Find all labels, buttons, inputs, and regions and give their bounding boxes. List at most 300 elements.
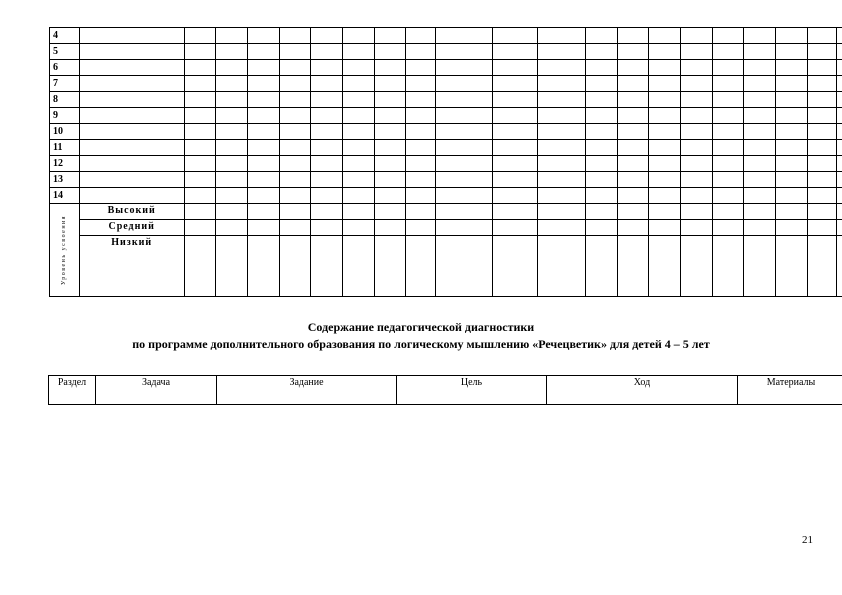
grid-cell [406, 172, 436, 188]
grid-cell [435, 76, 492, 92]
grid-cell [807, 236, 837, 297]
grid-cell [493, 60, 538, 76]
grid-cell [79, 92, 184, 108]
grid-cell [184, 76, 216, 92]
grid-cell [617, 236, 649, 297]
grid-cell [435, 44, 492, 60]
grid-cell [776, 236, 808, 297]
grid-cell [248, 172, 280, 188]
heading-line-1: Содержание педагогической диагностики [307, 320, 535, 334]
grid-cell [79, 156, 184, 172]
grid-cell [311, 92, 343, 108]
monitoring-grid [49, 27, 842, 297]
column-header: Ход [547, 376, 738, 405]
grid-cell [681, 92, 713, 108]
grid-cell [493, 220, 538, 236]
grid-cell [807, 44, 837, 60]
grid-cell [617, 92, 649, 108]
grid-cell [681, 188, 713, 204]
row-number: 13 [50, 172, 80, 188]
grid-cell [406, 220, 436, 236]
grid-cell [216, 108, 248, 124]
grid-cell [248, 220, 280, 236]
grid-cell [807, 92, 837, 108]
grid-cell [586, 28, 618, 44]
grid-cell [586, 140, 618, 156]
grid-cell [435, 92, 492, 108]
grid-cell [493, 108, 538, 124]
grid-cell [617, 172, 649, 188]
grid-cell [216, 172, 248, 188]
grid-row [50, 156, 842, 172]
grid-cell [248, 44, 280, 60]
grid-cell [79, 140, 184, 156]
grid-cell [406, 108, 436, 124]
grid-cell [493, 92, 538, 108]
grid-cell [744, 140, 776, 156]
grid-cell [712, 236, 744, 297]
grid-cell [374, 92, 406, 108]
grid-cell [807, 172, 837, 188]
grid-cell [311, 220, 343, 236]
level-label: Низкий [79, 236, 184, 297]
grid-cell [538, 220, 586, 236]
grid-cell [837, 204, 842, 220]
level-row [50, 236, 842, 297]
grid-cell [311, 204, 343, 220]
grid-cell [406, 28, 436, 44]
grid-cell [807, 60, 837, 76]
grid-cell [184, 140, 216, 156]
grid-cell [79, 172, 184, 188]
grid-cell [279, 204, 311, 220]
grid-cell [807, 204, 837, 220]
diagnostics-header-row [49, 376, 842, 405]
grid-cell [776, 108, 808, 124]
grid-cell [837, 124, 842, 140]
grid-cell [586, 76, 618, 92]
grid-cell [681, 60, 713, 76]
grid-cell [216, 236, 248, 297]
grid-cell [649, 124, 681, 140]
grid-cell [538, 60, 586, 76]
grid-row [50, 124, 842, 140]
grid-cell [311, 44, 343, 60]
grid-cell [279, 172, 311, 188]
grid-cell [776, 92, 808, 108]
column-header: Цель [397, 376, 547, 405]
grid-cell [617, 108, 649, 124]
grid-cell [311, 140, 343, 156]
grid-cell [406, 204, 436, 220]
grid-cell [343, 60, 375, 76]
grid-cell [776, 156, 808, 172]
row-number: 9 [50, 108, 80, 124]
grid-cell [216, 44, 248, 60]
grid-cell [184, 28, 216, 44]
grid-cell [374, 124, 406, 140]
grid-cell [435, 140, 492, 156]
grid-cell [493, 28, 538, 44]
grid-cell [343, 108, 375, 124]
grid-cell [311, 28, 343, 44]
grid-cell [343, 204, 375, 220]
grid-cell [248, 60, 280, 76]
grid-cell [837, 220, 842, 236]
grid-cell [406, 92, 436, 108]
column-header: Задание [217, 376, 397, 405]
grid-cell [586, 172, 618, 188]
grid-cell [343, 124, 375, 140]
row-number: 11 [50, 140, 80, 156]
grid-cell [279, 92, 311, 108]
grid-cell [776, 140, 808, 156]
grid-cell [493, 156, 538, 172]
column-header: Задача [96, 376, 217, 405]
grid-cell [586, 236, 618, 297]
grid-cell [493, 172, 538, 188]
grid-cell [279, 156, 311, 172]
grid-cell [681, 108, 713, 124]
grid-cell [343, 76, 375, 92]
grid-cell [279, 124, 311, 140]
grid-row [50, 140, 842, 156]
grid-cell [586, 108, 618, 124]
grid-cell [435, 124, 492, 140]
grid-cell [279, 76, 311, 92]
grid-cell [807, 76, 837, 92]
level-header [50, 204, 80, 297]
grid-row [50, 172, 842, 188]
grid-cell [837, 156, 842, 172]
grid-cell [311, 188, 343, 204]
grid-cell [435, 188, 492, 204]
grid-cell [435, 108, 492, 124]
grid-cell [617, 124, 649, 140]
grid-cell [681, 28, 713, 44]
grid-cell [586, 188, 618, 204]
grid-cell [406, 156, 436, 172]
grid-cell [776, 204, 808, 220]
grid-cell [649, 188, 681, 204]
grid-cell [776, 188, 808, 204]
grid-cell [649, 108, 681, 124]
grid-cell [493, 140, 538, 156]
grid-cell [79, 44, 184, 60]
grid-cell [538, 124, 586, 140]
grid-cell [248, 188, 280, 204]
grid-cell [681, 172, 713, 188]
grid-cell [184, 92, 216, 108]
grid-cell [586, 44, 618, 60]
level-row [50, 204, 842, 220]
grid-cell [586, 92, 618, 108]
grid-cell [617, 28, 649, 44]
grid-cell [776, 44, 808, 60]
grid-cell [374, 108, 406, 124]
grid-cell [649, 204, 681, 220]
grid-cell [776, 220, 808, 236]
level-row [50, 220, 842, 236]
grid-cell [807, 124, 837, 140]
grid-cell [493, 124, 538, 140]
grid-cell [837, 108, 842, 124]
column-header: Материалы [738, 376, 842, 405]
row-number: 10 [50, 124, 80, 140]
grid-cell [493, 188, 538, 204]
grid-cell [248, 92, 280, 108]
grid-row [50, 76, 842, 92]
grid-row [50, 60, 842, 76]
grid-cell [79, 188, 184, 204]
grid-cell [343, 236, 375, 297]
grid-cell [248, 236, 280, 297]
grid-cell [712, 60, 744, 76]
grid-cell [248, 28, 280, 44]
grid-cell [311, 172, 343, 188]
grid-cell [406, 124, 436, 140]
grid-cell [712, 188, 744, 204]
grid-cell [493, 204, 538, 220]
grid-cell [681, 124, 713, 140]
grid-cell [649, 28, 681, 44]
grid-cell [435, 204, 492, 220]
grid-cell [538, 28, 586, 44]
grid-cell [435, 220, 492, 236]
grid-cell [79, 60, 184, 76]
grid-cell [744, 172, 776, 188]
grid-cell [837, 236, 842, 297]
row-number: 7 [50, 76, 80, 92]
grid-cell [435, 172, 492, 188]
row-number: 12 [50, 156, 80, 172]
grid-cell [216, 76, 248, 92]
grid-cell [744, 108, 776, 124]
grid-cell [837, 140, 842, 156]
grid-cell [807, 220, 837, 236]
grid-cell [617, 220, 649, 236]
grid-cell [79, 124, 184, 140]
grid-cell [343, 172, 375, 188]
grid-cell [279, 60, 311, 76]
page-number: 21 [802, 534, 813, 546]
column-header: Раздел [49, 376, 96, 405]
grid-row [50, 92, 842, 108]
grid-cell [538, 140, 586, 156]
grid-cell [248, 76, 280, 92]
grid-cell [617, 44, 649, 60]
grid-cell [649, 156, 681, 172]
grid-cell [776, 76, 808, 92]
grid-cell [279, 140, 311, 156]
grid-cell [184, 220, 216, 236]
level-label: Высокий [79, 204, 184, 220]
grid-cell [406, 60, 436, 76]
grid-cell [79, 28, 184, 44]
grid-cell [837, 28, 842, 44]
grid-cell [248, 108, 280, 124]
grid-cell [406, 44, 436, 60]
grid-cell [248, 140, 280, 156]
grid-cell [617, 188, 649, 204]
grid-cell [406, 140, 436, 156]
grid-cell [343, 156, 375, 172]
grid-cell [744, 76, 776, 92]
grid-cell [837, 172, 842, 188]
grid-cell [649, 76, 681, 92]
row-number: 4 [50, 28, 80, 44]
grid-cell [712, 140, 744, 156]
grid-cell [374, 28, 406, 44]
grid-cell [435, 28, 492, 44]
grid-cell [435, 156, 492, 172]
grid-cell [617, 140, 649, 156]
grid-cell [649, 44, 681, 60]
grid-cell [184, 204, 216, 220]
grid-cell [712, 220, 744, 236]
grid-cell [744, 236, 776, 297]
grid-cell [538, 92, 586, 108]
grid-cell [681, 156, 713, 172]
grid-cell [681, 44, 713, 60]
grid-cell [712, 108, 744, 124]
grid-cell [807, 28, 837, 44]
grid-row [50, 44, 842, 60]
grid-cell [279, 188, 311, 204]
grid-cell [649, 220, 681, 236]
grid-cell [776, 124, 808, 140]
grid-cell [744, 204, 776, 220]
grid-cell [311, 60, 343, 76]
grid-cell [712, 44, 744, 60]
grid-row [50, 28, 842, 44]
grid-cell [248, 156, 280, 172]
grid-cell [744, 60, 776, 76]
grid-cell [681, 220, 713, 236]
grid-cell [807, 140, 837, 156]
grid-cell [837, 44, 842, 60]
grid-cell [649, 140, 681, 156]
grid-cell [216, 28, 248, 44]
row-number: 6 [50, 60, 80, 76]
grid-cell [279, 28, 311, 44]
grid-cell [311, 236, 343, 297]
grid-cell [79, 76, 184, 92]
grid-cell [712, 204, 744, 220]
grid-cell [184, 156, 216, 172]
grid-cell [586, 204, 618, 220]
grid-cell [586, 220, 618, 236]
grid-cell [744, 156, 776, 172]
grid-cell [649, 236, 681, 297]
grid-cell [311, 76, 343, 92]
grid-cell [617, 60, 649, 76]
grid-cell [649, 172, 681, 188]
grid-row [50, 108, 842, 124]
grid-cell [776, 28, 808, 44]
grid-cell [184, 172, 216, 188]
grid-cell [681, 204, 713, 220]
grid-cell [343, 140, 375, 156]
grid-cell [184, 60, 216, 76]
grid-cell [712, 92, 744, 108]
grid-cell [374, 140, 406, 156]
grid-cell [617, 76, 649, 92]
grid-cell [837, 92, 842, 108]
grid-cell [248, 124, 280, 140]
grid-cell [374, 44, 406, 60]
grid-cell [374, 188, 406, 204]
grid-cell [311, 108, 343, 124]
grid-cell [837, 188, 842, 204]
grid-cell [184, 124, 216, 140]
grid-cell [216, 220, 248, 236]
grid-cell [406, 188, 436, 204]
grid-cell [681, 236, 713, 297]
grid-cell [744, 92, 776, 108]
grid-cell [493, 236, 538, 297]
grid-cell [586, 60, 618, 76]
grid-cell [744, 44, 776, 60]
grid-cell [184, 236, 216, 297]
row-number: 14 [50, 188, 80, 204]
grid-cell [184, 44, 216, 60]
grid-cell [216, 60, 248, 76]
grid-cell [248, 204, 280, 220]
grid-cell [343, 188, 375, 204]
grid-cell [538, 236, 586, 297]
grid-cell [712, 172, 744, 188]
grid-cell [435, 236, 492, 297]
grid-cell [406, 76, 436, 92]
level-header-label: Уровень усвоения [61, 215, 68, 286]
grid-cell [184, 188, 216, 204]
grid-cell [712, 124, 744, 140]
grid-cell [374, 236, 406, 297]
grid-cell [712, 28, 744, 44]
grid-cell [279, 220, 311, 236]
grid-cell [744, 220, 776, 236]
grid-cell [807, 188, 837, 204]
grid-cell [744, 124, 776, 140]
heading-line-2: по программе дополнительного образования по логическому мышлению «Речецветик» для детей 4 – 5 лет [132, 337, 710, 351]
grid-cell [837, 60, 842, 76]
grid-cell [216, 204, 248, 220]
grid-cell [776, 60, 808, 76]
grid-cell [617, 156, 649, 172]
grid-cell [744, 188, 776, 204]
grid-cell [216, 140, 248, 156]
grid-cell [311, 124, 343, 140]
grid-cell [681, 140, 713, 156]
grid-cell [586, 124, 618, 140]
grid-cell [776, 172, 808, 188]
grid-cell [374, 204, 406, 220]
grid-cell [343, 220, 375, 236]
grid-cell [538, 156, 586, 172]
grid-cell [279, 236, 311, 297]
diagnostics-table [48, 375, 842, 405]
grid-cell [712, 76, 744, 92]
grid-cell [343, 92, 375, 108]
grid-cell [216, 124, 248, 140]
grid-cell [586, 156, 618, 172]
grid-cell [538, 44, 586, 60]
grid-cell [216, 188, 248, 204]
grid-cell [538, 188, 586, 204]
grid-cell [807, 156, 837, 172]
grid-cell [374, 156, 406, 172]
